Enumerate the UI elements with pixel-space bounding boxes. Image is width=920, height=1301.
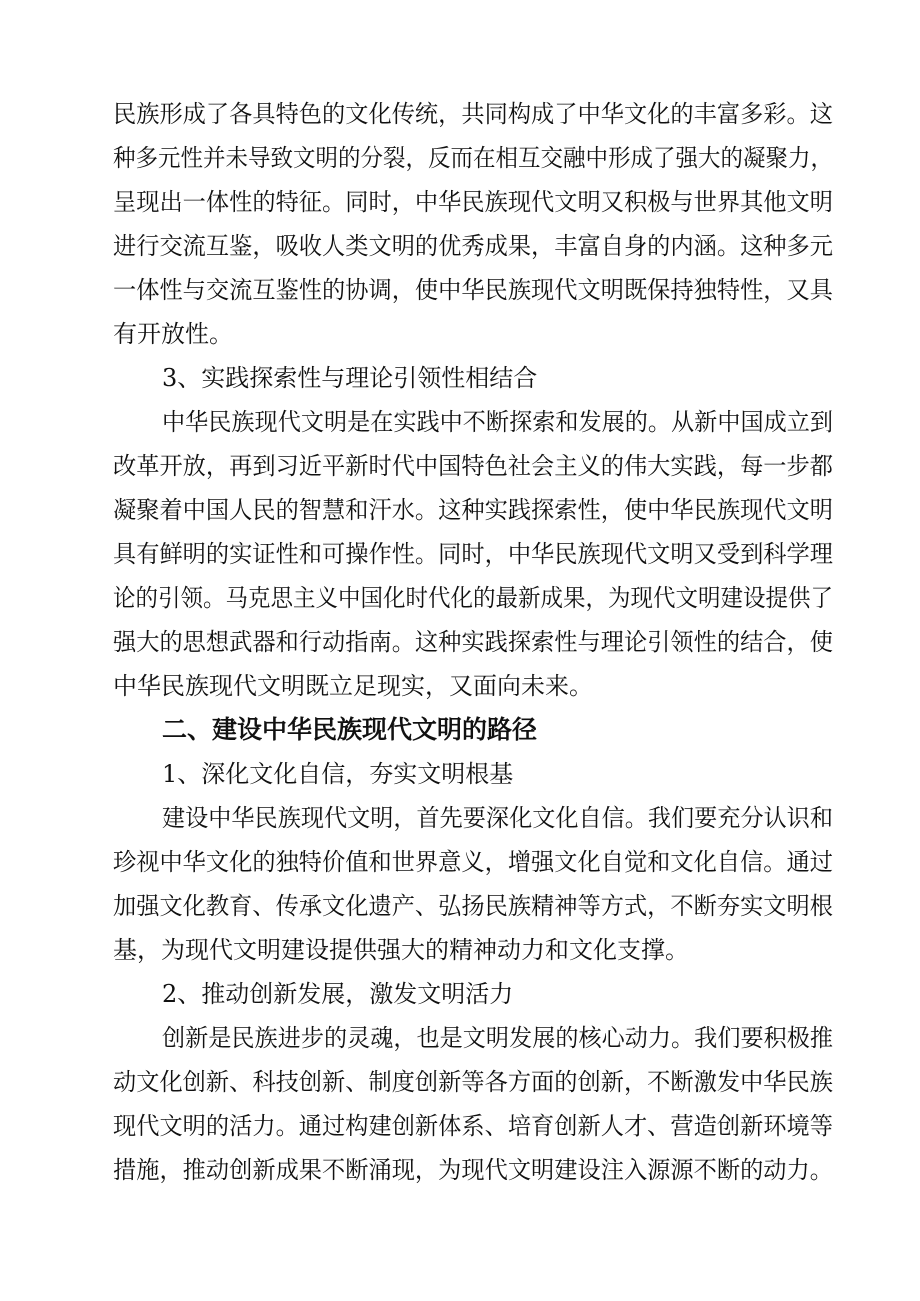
paragraph-line: 具有鲜明的实证性和可操作性。同时，中华民族现代文明又受到科学理 (113, 540, 833, 568)
paragraph-line: 一体性与交流互鉴性的协调，使中华民族现代文明既保持独特性，又具 (113, 276, 833, 304)
paragraph-line: 改革开放，再到习近平新时代中国特色社会主义的伟大实践，每一步都 (113, 452, 833, 480)
paragraph-line: 珍视中华文化的独特价值和世界意义，增强文化自觉和文化自信。通过 (113, 848, 833, 876)
paragraph-line: 强大的思想武器和行动指南。这种实践探索性与理论引领性的结合，使 (113, 628, 833, 656)
paragraph-line: 凝聚着中国人民的智慧和汗水。这种实践探索性，使中华民族现代文明 (113, 496, 833, 524)
paragraph-line: 创新是民族进步的灵魂，也是文明发展的核心动力。我们要积极推 (162, 1024, 834, 1052)
subheading-cultural-confidence: 1、深化文化自信，夯实文明根基 (162, 760, 514, 788)
subheading-practice-theory: 3、实践探索性与理论引领性相结合 (162, 364, 538, 392)
paragraph-line: 进行交流互鉴，吸收人类文明的优秀成果，丰富自身的内涵。这种多元 (113, 232, 833, 260)
paragraph-line: 中华民族现代文明是在实践中不断探索和发展的。从新中国成立到 (162, 408, 834, 436)
paragraph-line: 呈现出一体性的特征。同时，中华民族现代文明又积极与世界其他文明 (113, 188, 833, 216)
section-heading-path: 二、建设中华民族现代文明的路径 (162, 715, 538, 744)
paragraph-line: 现代文明的活力。通过构建创新体系、培育创新人才、营造创新环境等 (113, 1112, 833, 1140)
paragraph-line: 基，为现代文明建设提供强大的精神动力和文化支撑。 (113, 936, 689, 964)
paragraph-line: 加强文化教育、传承文化遗产、弘扬民族精神等方式，不断夯实文明根 (113, 892, 833, 920)
paragraph-line: 动文化创新、科技创新、制度创新等各方面的创新，不断激发中华民族 (113, 1068, 833, 1096)
paragraph-line: 建设中华民族现代文明，首先要深化文化自信。我们要充分认识和 (162, 804, 834, 832)
paragraph-line: 论的引领。马克思主义中国化时代化的最新成果，为现代文明建设提供了 (113, 584, 833, 612)
paragraph-line: 中华民族现代文明既立足现实，又面向未来。 (113, 672, 593, 700)
paragraph-line: 民族形成了各具特色的文化传统，共同构成了中华文化的丰富多彩。这 (113, 100, 833, 128)
paragraph-line: 有开放性。 (113, 320, 233, 348)
subheading-innovation: 2、推动创新发展，激发文明活力 (162, 980, 514, 1008)
paragraph-line: 种多元性并未导致文明的分裂，反而在相互交融中形成了强大的凝聚力， (113, 144, 833, 172)
paragraph-line: 措施，推动创新成果不断涌现，为现代文明建设注入源源不断的动力。 (113, 1156, 833, 1184)
